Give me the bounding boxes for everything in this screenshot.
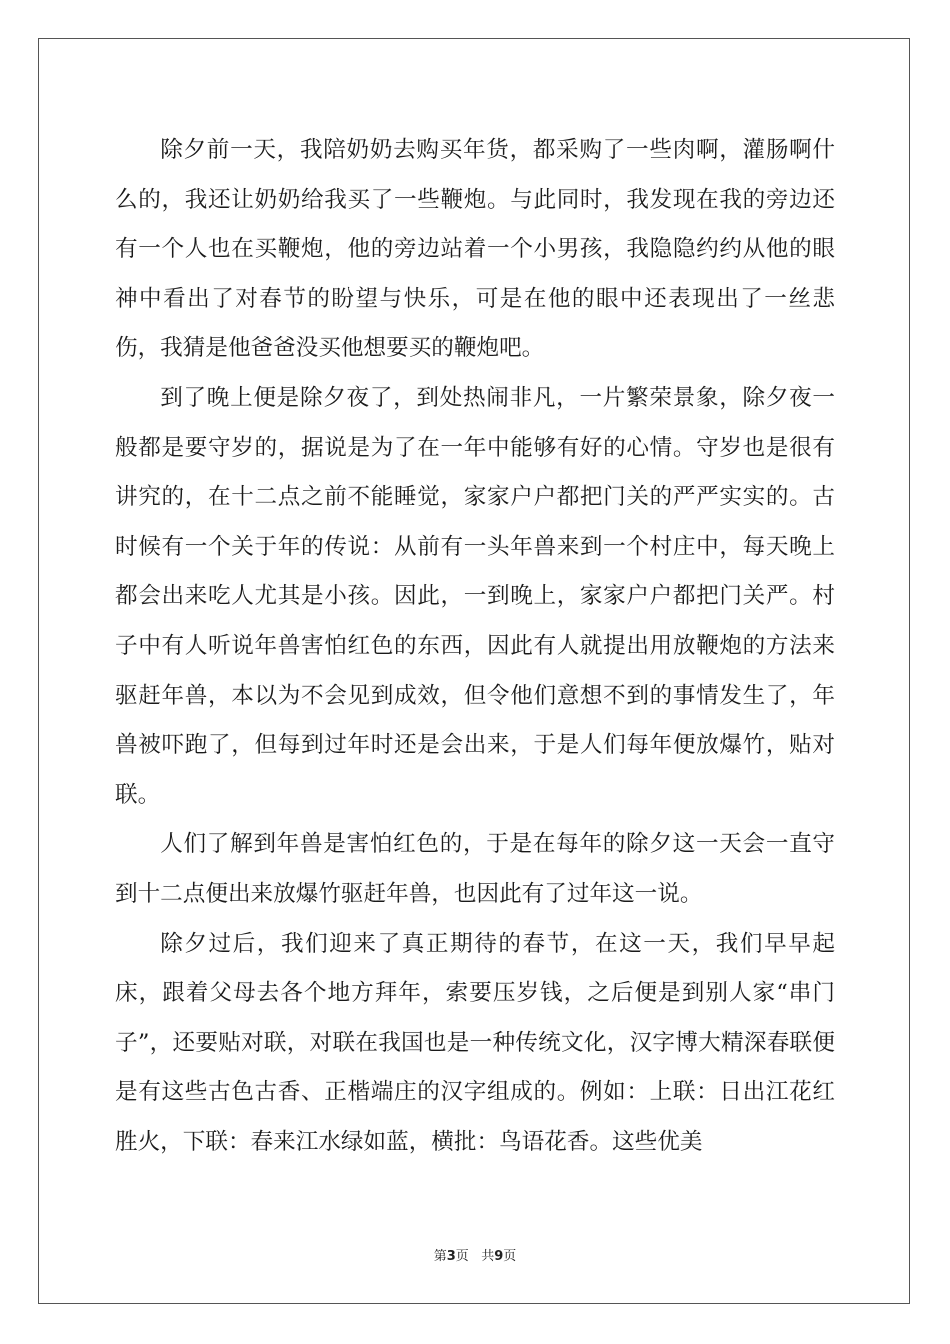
page-prefix: 第 [433, 1249, 447, 1264]
paragraph-1: 除夕前一天，我陪奶奶去购买年货，都采购了一些肉啊，灌肠啊什么的，我还让奶奶给我买了一些鞭炮。与此同时，我发现在我的旁边还有一个人也在买鞭炮，他的旁边站着一个小男孩，我隐隐约约从他的眼神中看出了对春节的盼望与快乐，可是在他的眼中还表现出了一丝悲伤，我猜是他爸爸没买他想要买的鞭炮吧。 [115, 137, 835, 362]
total-prefix: 共 [481, 1249, 495, 1264]
paragraph-4: 除夕过后，我们迎来了真正期待的春节，在这一天，我们早早起床，跟着父母去各个地方拜年，索要压岁钱，之后便是到别人家“串门子”，还要贴对联，对联在我国也是一种传统文化，汉字博大精深春联便是有这些古色古香、正楷端庄的汉字组成的。例如：上联：日出江花红胜火，下联：春来江水绿如蓝，横批：鸟语花香。这些优美 [115, 930, 835, 1155]
document-body [115, 126, 835, 1167]
page-suffix: 页 [455, 1249, 469, 1264]
total-suffix: 页 [503, 1249, 517, 1264]
current-page-number: 3 [446, 1249, 456, 1264]
paragraph-3: 人们了解到年兽是害怕红色的，于是在每年的除夕这一天会一直守到十二点便出来放爆竹驱赶年兽，也因此有了过年这一说。 [115, 831, 835, 907]
paragraph-2: 到了晚上便是除夕夜了，到处热闹非凡，一片繁荣景象，除夕夜一般都是要守岁的，据说是为了在一年中能够有好的心情。守岁也是很有讲究的，在十二点之前不能睡觉，家家户户都把门关的严严实实的。古时候有一个关于年的传说：从前有一头年兽来到一个村庄中，每天晚上都会出来吃人尤其是小孩。因此，一到晚上，家家户户都把门关严。村子中有人听说年兽害怕红色的东西，因此有人就提出用放鞭炮的方法来驱赶年兽，本以为不会见到成效，但令他们意想不到的事情发生了，年兽被吓跑了，但每到过年时还是会出来，于是人们每年便放爆竹，贴对联。 [115, 384, 835, 808]
total-page-number: 9 [494, 1249, 504, 1264]
page-footer [0, 1245, 950, 1264]
